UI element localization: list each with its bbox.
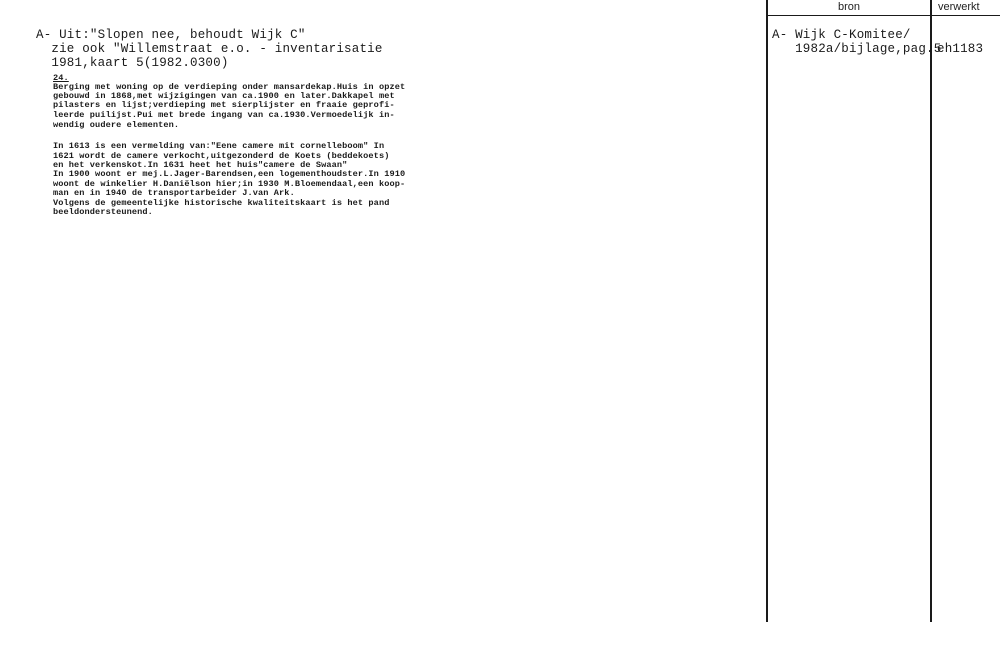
description-line: pilasters en lijst;verdieping met sierplijster en fraaie geprofi-: [53, 100, 395, 110]
header-rule: [766, 15, 1000, 16]
title-line: A- Uit:"Slopen nee, behoudt Wijk C": [36, 28, 306, 42]
column-divider-middle: [930, 0, 932, 622]
processed-code: eh1183: [937, 42, 984, 56]
source-line: A- Wijk C-Komitee/: [772, 28, 911, 42]
reference-line-2: 1981,kaart 5(1982.0300): [36, 56, 229, 70]
entry-number: 24.: [53, 73, 69, 83]
description-line: Berging met woning op de verdieping onder mansardekap.Huis in opzet: [53, 82, 406, 92]
column-header-processed: verwerkt: [938, 1, 980, 13]
column-header-source: bron: [838, 1, 861, 13]
reference-line: zie ook "Willemstraat e.o. - inventarisatie: [36, 42, 383, 56]
history-line: beeldondersteunend.: [53, 207, 153, 217]
history-line: In 1613 is een vermelding van:"Eene camere mit cornelleboom" In: [53, 141, 385, 151]
history-line: woont de winkelier H.Daniëlson hier;in 1930 M.Bloemendaal,een koop-: [53, 179, 406, 189]
history-line: 1621 wordt de camere verkocht,uitgezonderd de Koets (beddekoets): [53, 151, 390, 161]
history-line: Volgens de gemeentelijke historische kwaliteitskaart is het pand: [53, 198, 390, 208]
description-line: wendig oudere elementen.: [53, 120, 180, 130]
history-line: en het verkenskot.In 1631 heet het huis"camere de Swaan": [53, 160, 348, 170]
column-divider-left: [766, 0, 768, 622]
description-line: leerde puilijst.Pui met brede ingang van ca.1930.Vermoedelijk in-: [53, 110, 395, 120]
description-line: gebouwd in 1868,met wijzigingen van ca.1900 en later.Dakkapel met: [53, 91, 395, 101]
history-line: man en in 1940 de transportarbeider J.van Ark.: [53, 188, 295, 198]
source-line-2: 1982a/bijlage,pag.5: [772, 42, 942, 56]
history-line: In 1900 woont er mej.L.Jager-Barendsen,een logementhoudster.In 1910: [53, 169, 406, 179]
